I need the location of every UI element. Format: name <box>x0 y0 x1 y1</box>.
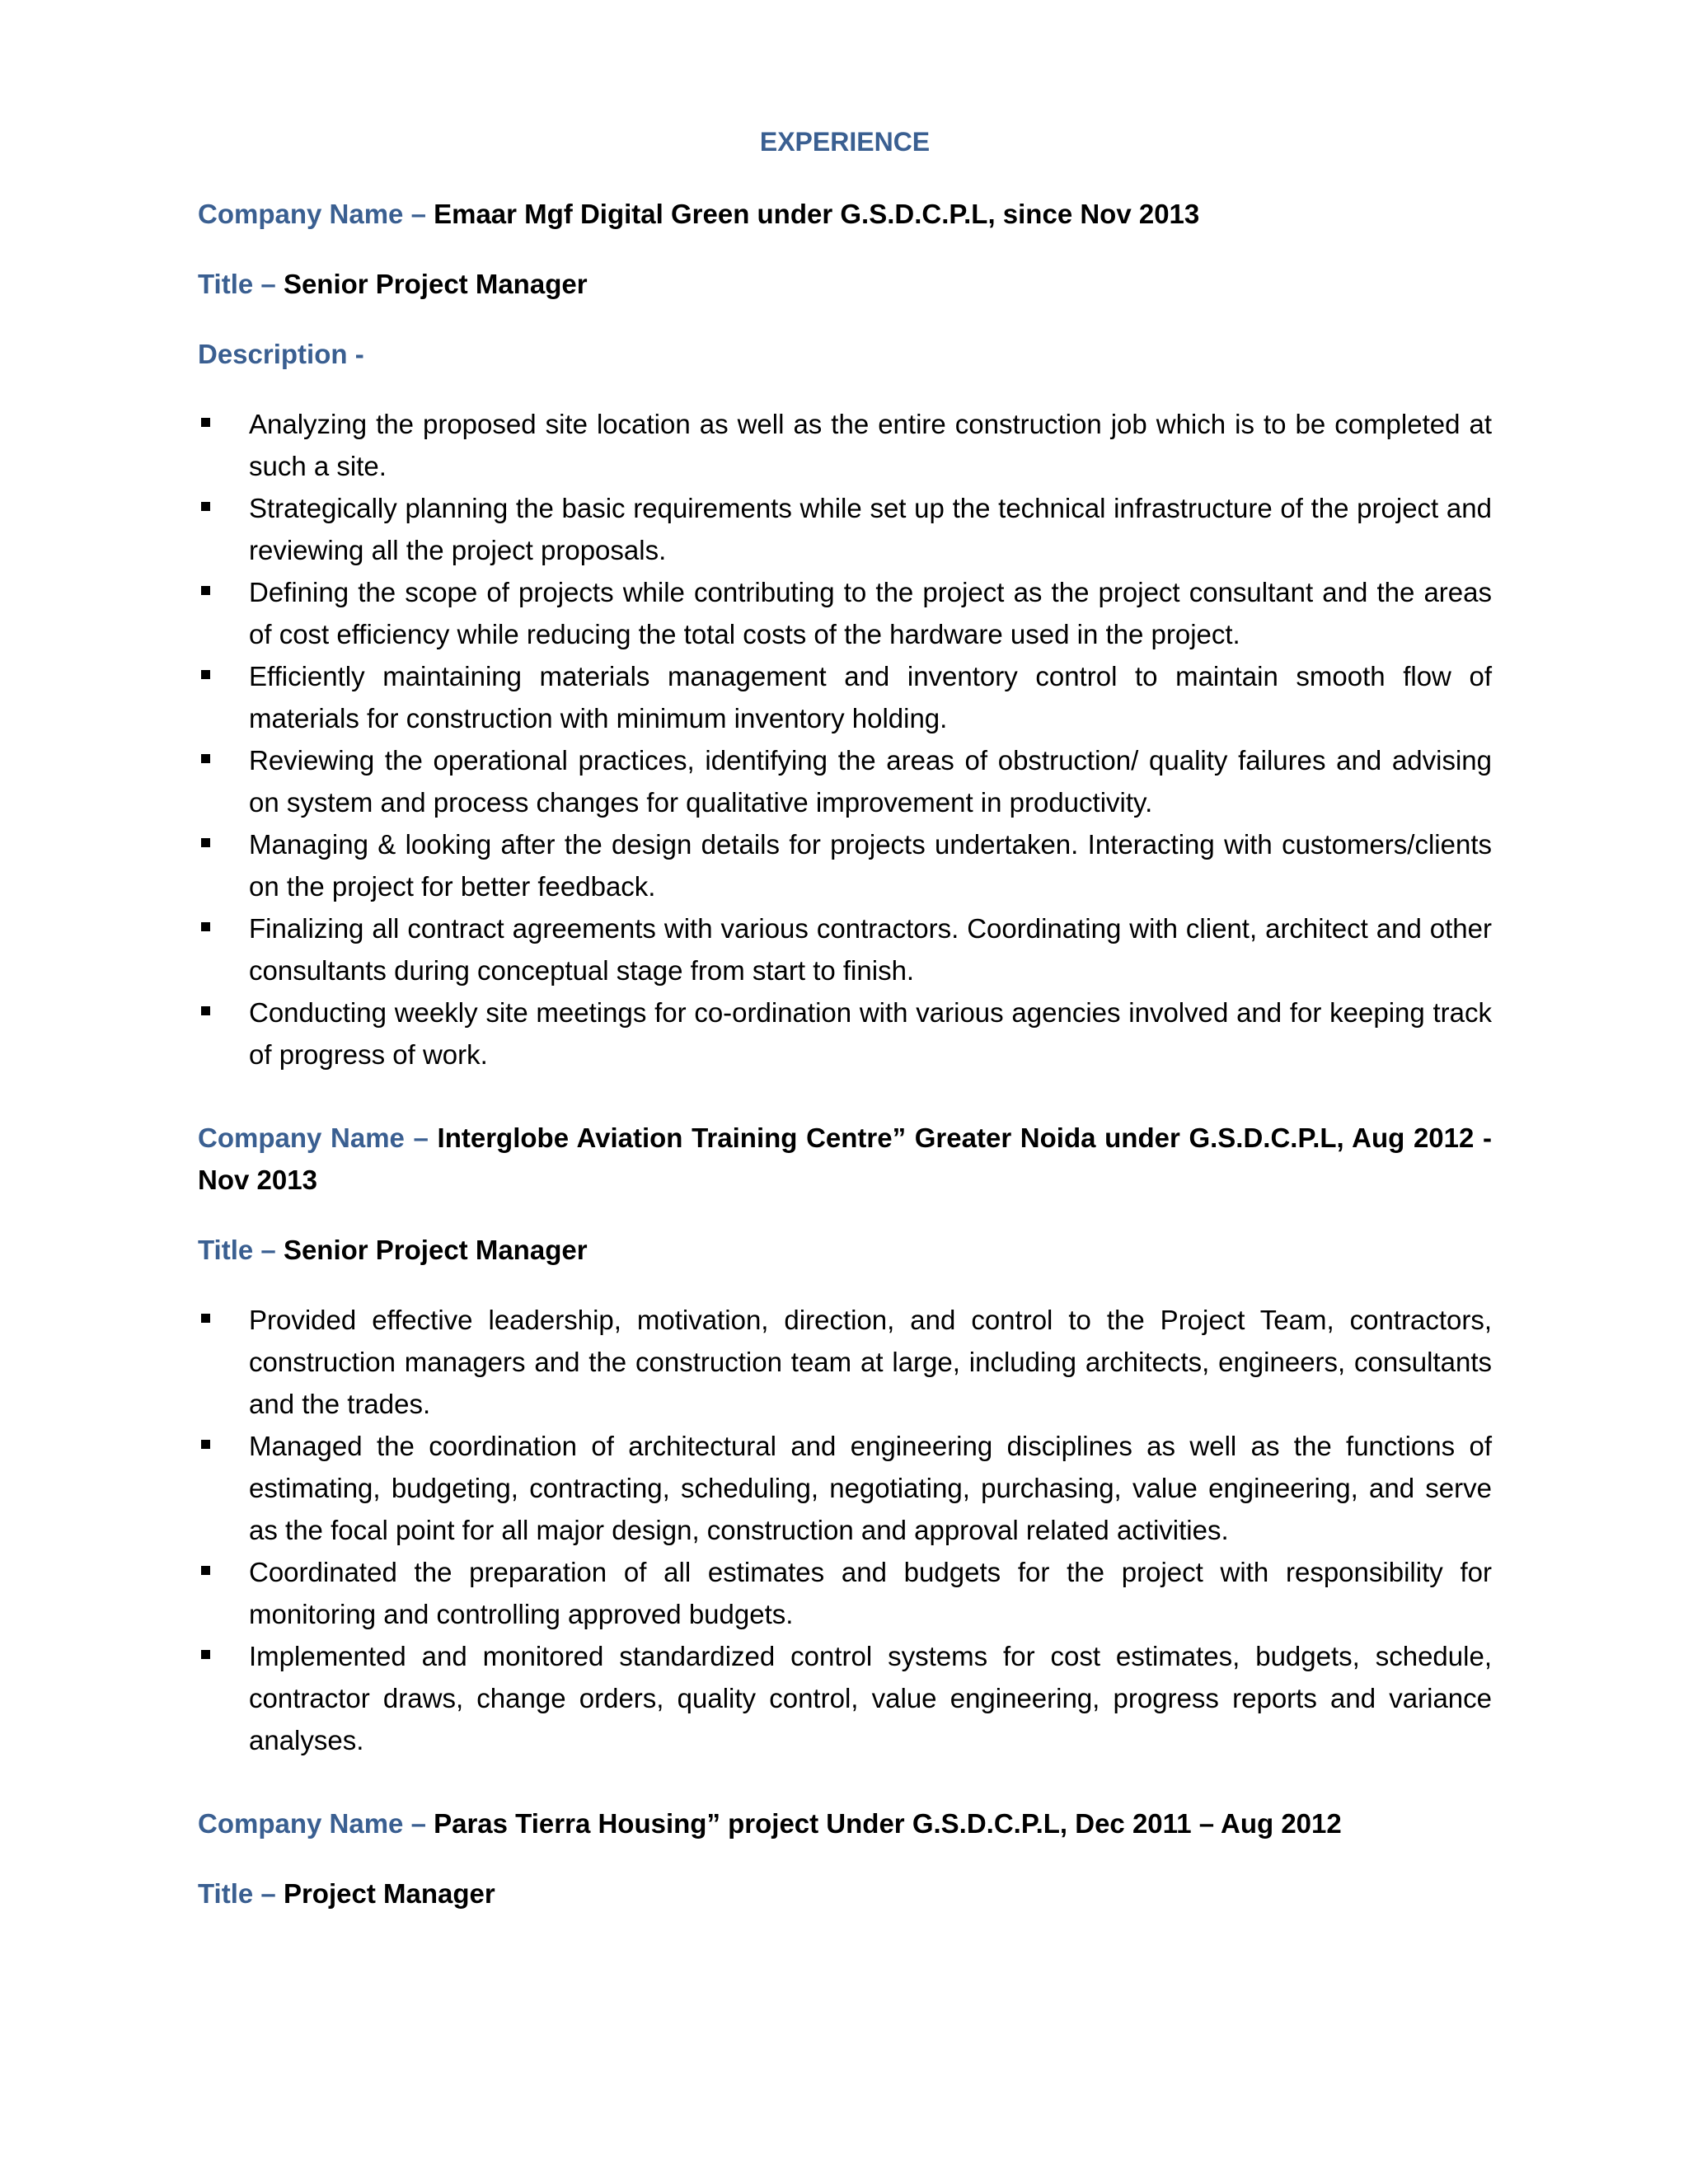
title-value: Senior Project Manager <box>283 269 588 299</box>
list-item <box>198 739 1492 823</box>
title-label: Title – <box>198 1878 284 1909</box>
square-bullet-icon <box>201 670 210 679</box>
section-heading: EXPERIENCE <box>759 127 931 157</box>
company-name-line <box>198 193 1492 235</box>
title-value: Project Manager <box>283 1878 495 1909</box>
company-name-value: Paras Tierra Housing” project Under G.S.D.C.P.L, Dec 2011 – Aug 2012 <box>434 1808 1342 1839</box>
list-item-text: Coordinated the preparation of all estimates and budgets for the project with responsibility for monitoring and controlling approved budgets. <box>249 1557 1492 1629</box>
square-bullet-icon <box>201 1650 210 1659</box>
company-name-label: Company Name – <box>198 199 434 229</box>
title-line <box>198 1872 1492 1915</box>
company-name-line <box>198 1117 1492 1201</box>
company-name-label: Company Name – <box>198 1808 434 1839</box>
list-item <box>198 1635 1492 1761</box>
list-item-text: Managing & looking after the design details for projects undertaken. Interacting with customers/clients on the project for better feedback. <box>249 829 1492 902</box>
square-bullet-icon <box>201 754 210 763</box>
title-label: Title – <box>198 1235 284 1265</box>
square-bullet-icon <box>201 838 210 847</box>
job-entry-3 <box>198 1802 1492 1915</box>
description-line <box>198 333 1492 375</box>
title-label: Title – <box>198 269 284 299</box>
list-item <box>198 571 1492 655</box>
title-line <box>198 263 1492 305</box>
list-item <box>198 655 1492 739</box>
job-entry-2 <box>198 1117 1492 1761</box>
list-item <box>198 907 1492 991</box>
list-item-text: Defining the scope of projects while contributing to the project as the project consultant and the areas of cost efficiency while reducing the total costs of the hardware used in the project. <box>249 577 1492 649</box>
list-item-text: Managed the coordination of architectural and engineering disciplines as well as the functions of estimating, budgeting, contracting, scheduling, negotiating, purchasing, value engineering, and serve as the focal point for all major design, construction and approval related activities. <box>249 1431 1492 1545</box>
job-entry-1 <box>198 193 1492 1076</box>
square-bullet-icon <box>201 1314 210 1323</box>
list-item <box>198 1425 1492 1551</box>
list-item <box>198 403 1492 487</box>
company-name-label: Company Name – <box>198 1122 438 1153</box>
list-item-text: Analyzing the proposed site location as well as the entire construction job which is to be completed at such a site. <box>249 409 1492 481</box>
title-line <box>198 1229 1492 1271</box>
list-item-text: Strategically planning the basic requirements while set up the technical infrastructure of the project and reviewing all the project proposals. <box>249 493 1492 565</box>
list-item <box>198 1299 1492 1425</box>
list-item-text: Efficiently maintaining materials management and inventory control to maintain smooth flow of materials for construction with minimum inventory holding. <box>249 661 1492 733</box>
responsibility-list <box>198 403 1492 1076</box>
square-bullet-icon <box>201 1440 210 1449</box>
list-item-text: Conducting weekly site meetings for co-ordination with various agencies involved and for keeping track of progress of work. <box>249 997 1492 1070</box>
list-item-text: Finalizing all contract agreements with various contractors. Coordinating with client, architect and other consultants during conceptual stage from start to finish. <box>249 913 1492 986</box>
resume-page <box>198 124 1492 1943</box>
description-label: Description - <box>198 339 364 369</box>
list-item-text: Provided effective leadership, motivation, direction, and control to the Project Team, contractors, construction managers and the construction team at large, including architects, engineers, consultants and the trades. <box>249 1305 1492 1419</box>
list-item <box>198 1551 1492 1635</box>
company-name-value: Interglobe Aviation Training Centre” Greater Noida under G.S.D.C.P.L, Aug 2012 - Nov 2013 <box>198 1122 1492 1195</box>
square-bullet-icon <box>201 586 210 595</box>
list-item-text: Implemented and monitored standardized control systems for cost estimates, budgets, schedule, contractor draws, change orders, quality control, value engineering, progress reports and variance analyses. <box>249 1641 1492 1755</box>
square-bullet-icon <box>201 502 210 511</box>
list-item <box>198 823 1492 907</box>
square-bullet-icon <box>201 418 210 427</box>
square-bullet-icon <box>201 922 210 931</box>
square-bullet-icon <box>201 1566 210 1575</box>
list-item-text: Reviewing the operational practices, identifying the areas of obstruction/ quality failures and advising on system and process changes for qualitative improvement in productivity. <box>249 745 1492 818</box>
company-name-value: Emaar Mgf Digital Green under G.S.D.C.P.L, since Nov 2013 <box>434 199 1200 229</box>
list-item <box>198 991 1492 1076</box>
company-name-line <box>198 1802 1492 1844</box>
list-item <box>198 487 1492 571</box>
responsibility-list <box>198 1299 1492 1761</box>
square-bullet-icon <box>201 1006 210 1015</box>
title-value: Senior Project Manager <box>283 1235 588 1265</box>
